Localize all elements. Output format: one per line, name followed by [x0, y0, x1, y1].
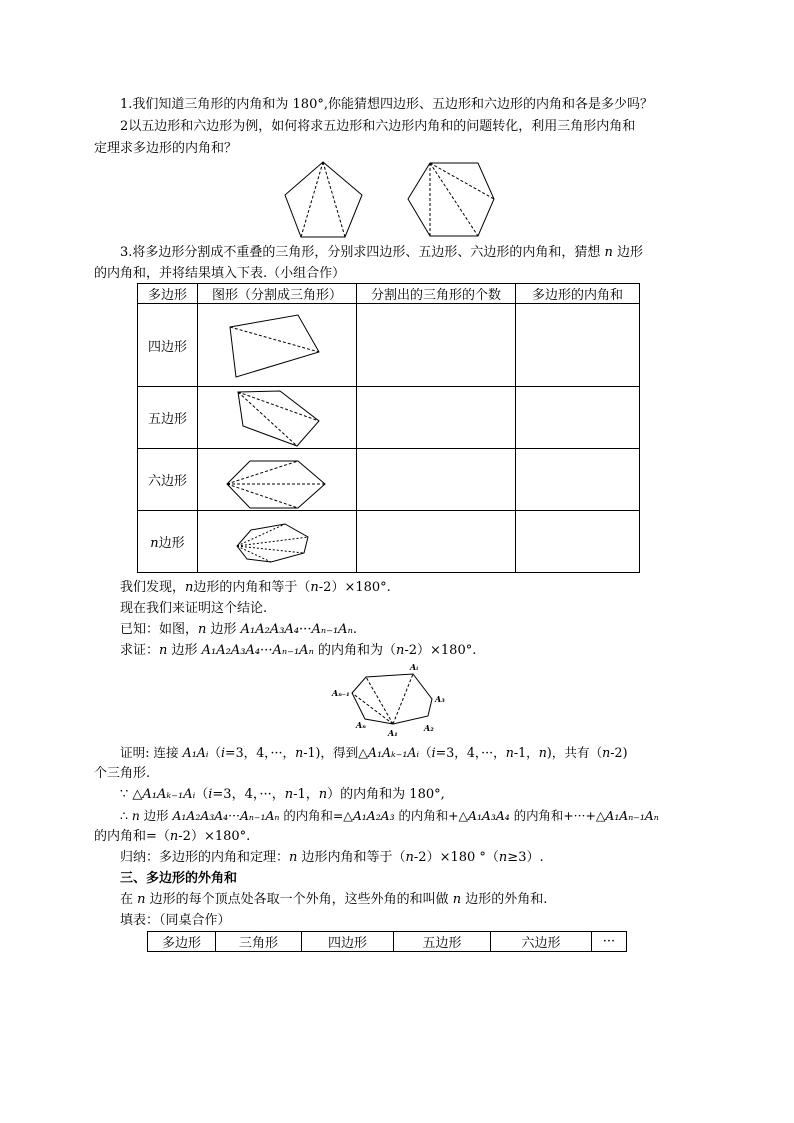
- question-3-line1: [120, 244, 643, 262]
- text: （: [208, 745, 221, 760]
- to-prove-line: [120, 642, 476, 660]
- text: 边形的内角和等于（: [193, 580, 311, 595]
- text: -1，: [513, 745, 539, 760]
- cell-triangle: 三角形: [216, 932, 302, 952]
- cell-pentagon: 五边形: [394, 932, 491, 952]
- var-n: n: [310, 580, 319, 595]
- text: 的内角和+△: [394, 808, 469, 823]
- cell-polygon: 多边形: [148, 932, 216, 952]
- cell-quadrilateral: 四边形: [302, 932, 394, 952]
- text: 的内角和为（: [313, 643, 396, 658]
- text: 边形的每个顶点处各取一个外角，这些外角的和叫做: [145, 892, 453, 907]
- given-line: [120, 621, 357, 639]
- text: .: [352, 622, 357, 637]
- var-n: n: [159, 643, 168, 658]
- var-n: n: [185, 580, 194, 595]
- pentagon-figure-cell: [198, 387, 357, 449]
- prove-intro: 现在我们来证明这个结论.: [120, 601, 268, 616]
- text: （: [419, 745, 432, 760]
- text: -2）×180°.: [318, 580, 391, 595]
- var-n: n: [395, 643, 405, 658]
- input-cell[interactable]: [357, 304, 516, 387]
- text: =3，4，···，: [225, 745, 296, 760]
- var-n: n: [604, 245, 613, 260]
- var-n: n: [169, 829, 179, 844]
- input-cell[interactable]: [516, 387, 640, 449]
- var-n: n: [405, 850, 414, 865]
- text: ∴: [120, 808, 132, 823]
- var-i: i: [431, 745, 436, 760]
- text: ）的内角和为 180°,: [327, 787, 445, 802]
- text: 边形内角和等于（: [297, 850, 406, 865]
- text: -2）×180°.: [178, 829, 251, 844]
- fill-table-instruction: 填表：（同桌合作）: [120, 913, 231, 928]
- var-i: i: [208, 787, 213, 802]
- hexagon-figure: [408, 163, 494, 236]
- input-cell[interactable]: [516, 449, 640, 511]
- var-n: n: [150, 536, 159, 551]
- row-label-quadrilateral: 四边形: [138, 304, 198, 387]
- text: -2): [610, 745, 628, 760]
- text: 的内角和=△: [279, 808, 353, 823]
- polygon-name: A₁A₂A₃A₄···Aₙ₋₁Aₙ: [240, 622, 353, 637]
- var-n: n: [289, 850, 298, 865]
- question-2-line2: 定理求多边形的内角和？: [94, 141, 238, 156]
- text: 的内角和=（: [94, 829, 170, 844]
- triangle: A₁Aₖ₋₁Aᵢ: [142, 787, 196, 802]
- input-cell[interactable]: [357, 449, 516, 511]
- text: 求证：: [120, 643, 160, 658]
- row-label-n-gon: [138, 511, 198, 573]
- section-3-title: 三、多边形的外角和: [120, 871, 238, 886]
- triangle: A₁A₃A₄: [468, 808, 510, 823]
- proof-line1: [120, 744, 627, 762]
- polygon-name: A₁A₂A₃A₄···Aₙ₋₁Aₙ: [172, 808, 280, 823]
- label-ai: Aᵢ: [410, 662, 419, 672]
- quadrilateral-figure-cell: [198, 304, 357, 387]
- segment: A₁Aᵢ: [182, 745, 209, 760]
- row-label-hexagon: 六边形: [138, 449, 198, 511]
- text: 边形: [139, 808, 173, 823]
- var-n: n: [602, 745, 611, 760]
- table-row: [138, 304, 640, 387]
- q3-text-end: 边形: [612, 245, 644, 260]
- exterior-angle-table: [147, 931, 627, 952]
- exterior-definition: [120, 891, 547, 909]
- table-row: [138, 387, 640, 449]
- therefore-line2: [94, 828, 250, 846]
- text: )，共有（: [546, 745, 603, 760]
- label-a2: A₂: [424, 723, 434, 733]
- text: 归纳：多边形的内角和定理：: [120, 850, 290, 865]
- label-a3: A₃: [435, 694, 445, 704]
- var-n: n: [538, 745, 547, 760]
- cell-hexagon: 六边形: [491, 932, 592, 952]
- var-n: n: [295, 745, 304, 760]
- text: 已知：如图，: [120, 622, 199, 637]
- text: =3，4，···，: [435, 745, 506, 760]
- text: 的内角和+···+△: [509, 808, 606, 823]
- text: -2）×180°.: [404, 643, 477, 658]
- text: 我们发现，: [120, 580, 186, 595]
- angle-sum-table: [137, 283, 640, 573]
- hexagon-figure-cell: [198, 449, 357, 511]
- var-n: n: [137, 892, 146, 907]
- q3-text: 3.将多边形分割成不重叠的三角形，分别求四边形、五边形、六边形的内角和，猜想: [120, 245, 605, 260]
- since-line: [120, 786, 445, 804]
- pentagon-figure: [285, 162, 362, 237]
- var-n: n: [318, 787, 328, 802]
- n-gon-figure-cell: [198, 511, 357, 573]
- row-label-pentagon: 五边形: [138, 387, 198, 449]
- var-i: i: [221, 745, 226, 760]
- question-2-line1: 2以五边形和六边形为例，如何将求五边形和六边形内角和的问题转化，利用三角形内角和: [120, 119, 636, 134]
- cell-ellipsis: ···: [592, 932, 627, 952]
- input-cell[interactable]: [357, 511, 516, 573]
- table-row: [138, 511, 640, 573]
- therefore-line1: [120, 807, 659, 825]
- header-figure: 图形（分割成三角形）: [198, 284, 357, 304]
- table-row: [138, 449, 640, 511]
- header-triangle-count: 分割出的三角形的个数: [357, 284, 516, 304]
- finding-line: [120, 579, 391, 597]
- text: -1)，得到△: [303, 745, 368, 760]
- text: 边形的外角和.: [461, 892, 548, 907]
- header-polygon: 多边形: [138, 284, 198, 304]
- var-n: n: [131, 808, 140, 823]
- polygon-name: A₁A₂A₃A₄···Aₙ₋₁Aₙ: [201, 643, 314, 658]
- label-an: Aₙ: [356, 720, 366, 730]
- label-a1: A₁: [388, 728, 398, 738]
- text: （: [195, 787, 209, 802]
- n-gon-label: 边形: [158, 536, 185, 551]
- input-cell[interactable]: [357, 387, 516, 449]
- var-n: n: [284, 787, 294, 802]
- var-n: n: [198, 622, 207, 637]
- text: ∵ △: [120, 787, 143, 802]
- label-an-1: Aₙ₋₁: [332, 688, 350, 698]
- question-1: 1.我们知道三角形的内角和为 180°,你能猜想四边形、五边形和六边形的内角和各是多少吗？: [120, 97, 653, 112]
- text: -1，: [293, 787, 319, 802]
- header-angle-sum: 多边形的内角和: [516, 284, 640, 304]
- var-n: n: [498, 850, 508, 865]
- question-3-line2: 的内角和，并将结果填入下表.（小组合作）: [94, 266, 346, 281]
- var-n: n: [452, 892, 462, 907]
- text: 边形: [167, 643, 202, 658]
- text: 边形: [206, 622, 241, 637]
- text: ≥3）.: [507, 850, 544, 865]
- input-cell[interactable]: [516, 304, 640, 387]
- text: =3，4，···，: [212, 787, 285, 802]
- triangle: A₁Aₖ₋₁Aᵢ: [367, 745, 420, 760]
- table-row: [148, 932, 627, 952]
- text: 证明: 连接: [120, 745, 183, 760]
- text: -2）×180 °（: [413, 850, 499, 865]
- var-n: n: [505, 745, 514, 760]
- table-header-row: [138, 284, 640, 304]
- triangle: A₁Aₙ₋₁Aₙ: [605, 808, 659, 823]
- triangle: A₁A₂A₃: [352, 808, 395, 823]
- input-cell[interactable]: [516, 511, 640, 573]
- summary-line: [120, 849, 544, 867]
- text: 在: [120, 892, 138, 907]
- proof-line2: 个三角形.: [94, 766, 151, 781]
